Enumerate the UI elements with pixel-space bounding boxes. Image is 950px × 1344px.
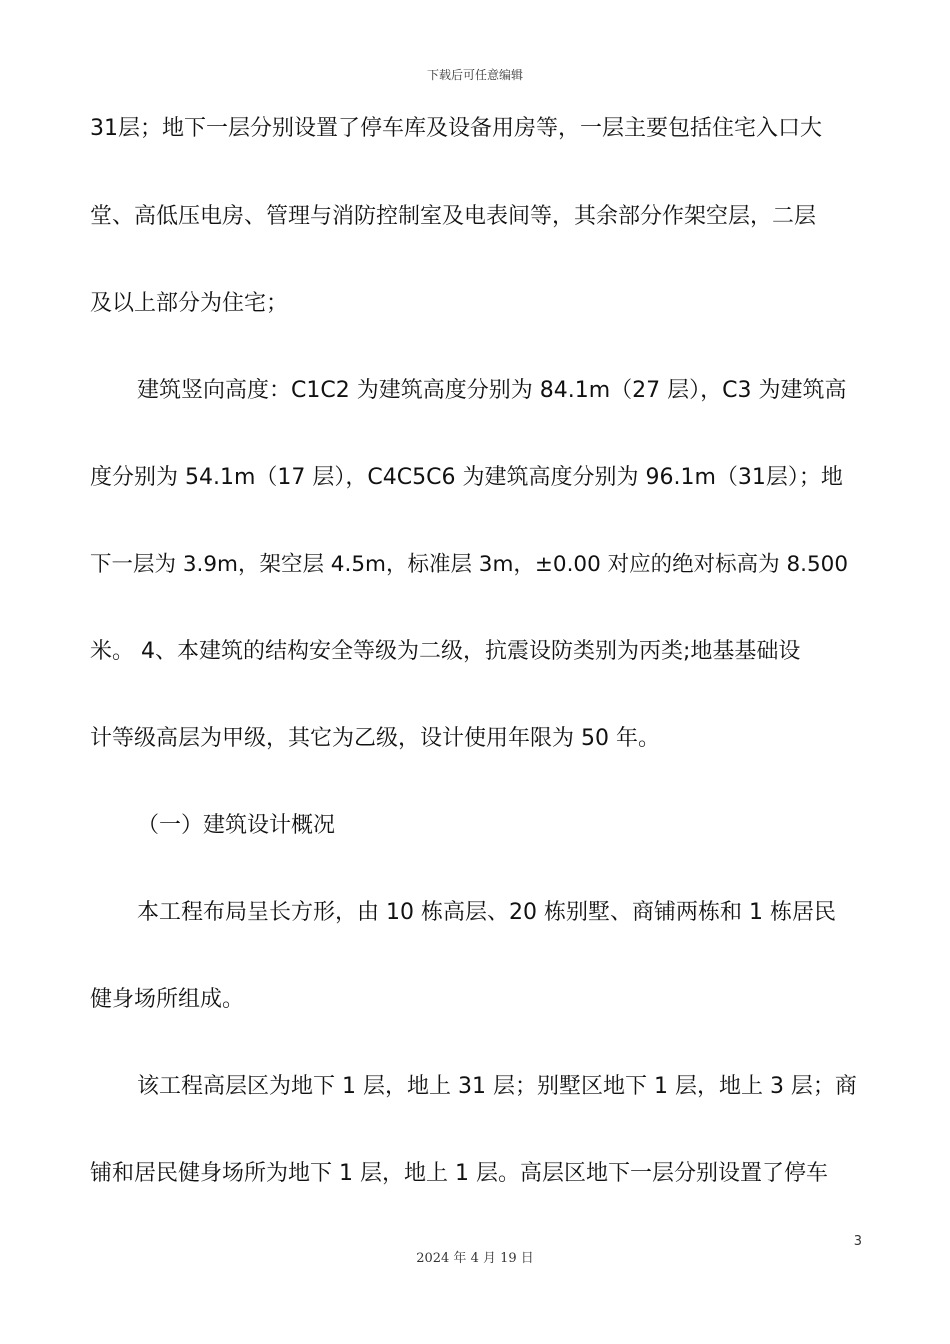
body-line-6: 下一层为 3.9m，架空层 4.5m，标准层 3m，±0.00 对应的绝对标高为 8.500 [90, 552, 849, 577]
body-line-13: 铺和居民健身场所为地下 1 层，地上 1 层。高层区地下一层分别设置了停车 [90, 1161, 828, 1186]
body-line-4: 建筑竖向高度：C1C2 为建筑高度分别为 84.1m（27 层），C3 为建筑高 [137, 378, 847, 403]
body-line-5: 度分别为 54.1m（17 层），C4C5C6 为建筑高度分别为 96.1m（31层）；地 [90, 465, 843, 490]
body-line-10: 本工程布局呈长方形，由 10 栋高层、20 栋别墅、商铺两栋和 1 栋居民 [137, 900, 836, 925]
page-number: 3 [853, 1234, 862, 1249]
section-heading: （一）建筑设计概况 [137, 813, 336, 838]
body-line-2: 堂、高低压电房、管理与消防控制室及电表间等，其余部分作架空层，二层 [90, 204, 817, 229]
body-line-12: 该工程高层区为地下 1 层，地上 31 层；别墅区地下 1 层，地上 3 层；商 [137, 1074, 857, 1099]
body-line-3: 及以上部分为住宅； [90, 291, 289, 316]
body-line-11: 健身场所组成。 [90, 987, 245, 1012]
body-line-1: 31层；地下一层分别设置了停车库及设备用房等，一层主要包括住宅入口大 [90, 116, 822, 141]
page-header-note: 下载后可任意编辑 [426, 68, 523, 82]
footer-date: 2024 年 4 月 19 日 [416, 1251, 534, 1266]
body-line-8: 计等级高层为甲级，其它为乙级，设计使用年限为 50 年。 [90, 726, 660, 751]
body-line-7: 米。 4、本建筑的结构安全等级为二级，抗震设防类别为丙类;地基基础设 [90, 639, 801, 664]
